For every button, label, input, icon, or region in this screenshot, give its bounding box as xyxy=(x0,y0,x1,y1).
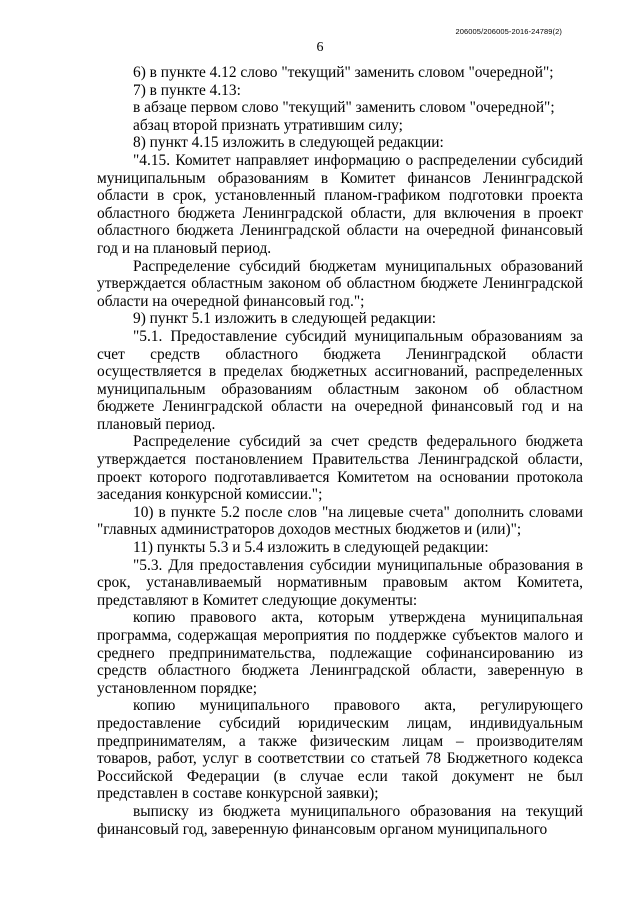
paragraph: 11) пункты 5.3 и 5.4 изложить в следующей редакции: xyxy=(133,539,489,557)
paragraph: "4.15. Комитет направляет информацию о распределении субсидий муниципальным образованиям в Комитет финансов Ленинградской области в срок, установленный планом-графиком подготовки проекта областного бюджета Ленинградской области, для включения в проект областного бюджета Ленинградской области на очередной финансовый год и на плановый период. xyxy=(97,151,583,257)
paragraph: 7) в пункте 4.13: xyxy=(133,81,241,99)
paragraph: "5.3. Для предоставления субсидии муниципальные образования в срок, устанавливаемый нормативным правовым актом Комитета, представляют в Комитет следующие документы: xyxy=(97,556,583,609)
paragraph: копию муниципального правового акта, регулирующего предоставление субсидий юридическим лицам, индивидуальным предпринимателям, а также физическим лицам – производителям товаров, работ, услуг в соответствии со статьей 78 Бюджетного кодекса Российской Федерации (в случае если такой документ не был представлен в составе конкурсной заявки); xyxy=(97,697,583,803)
paragraph: Распределение субсидий бюджетам муниципальных образований утверждается областным законом об областном бюджете Ленинградской области на очередной финансовый год."; xyxy=(97,257,583,310)
page-number: 6 xyxy=(316,40,324,55)
paragraph: абзац второй признать утратившим силу; xyxy=(133,116,403,134)
paragraph: Распределение субсидий за счет средств федерального бюджета утверждается постановлением Правительства Ленинградской области, проект которого подготавливается Комитетом на основании протокола заседания конкурсной комиссии."; xyxy=(97,433,583,504)
document-body xyxy=(97,64,583,838)
paragraph: "5.1. Предоставление субсидий муниципальным образованиям за счет средств областного бюджета Ленинградской области осуществляется в пределах бюджетных ассигнований, распределенных муниципальным образованиям областным законом об областном бюджете Ленинградской области на очередной финансовый год и на плановый период. xyxy=(97,327,583,433)
paragraph: в абзаце первом слово "текущий" заменить словом "очередной"; xyxy=(133,99,555,117)
paragraph: 8) пункт 4.15 изложить в следующей редакции: xyxy=(133,134,444,152)
paragraph: выписку из бюджета муниципального образования на текущий финансовый год, заверенную финансовым органом муниципального xyxy=(97,802,583,838)
paragraph: 9) пункт 5.1 изложить в следующей редакции: xyxy=(133,310,437,328)
paragraph: копию правового акта, которым утверждена муниципальная программа, содержащая мероприятия по поддержке субъектов малого и среднего предпринимательства, подлежащие софинансированию из средств областного бюджета Ленинградской области, заверенную в установленном порядке; xyxy=(97,609,583,697)
document-id: 206005/206005-2016-24789(2) xyxy=(455,27,562,36)
paragraph: 10) в пункте 5.2 после слов "на лицевые счета" дополнить словами "главных администраторов доходов местных бюджетов и (или)"; xyxy=(97,503,583,539)
paragraph: 6) в пункте 4.12 слово "текущий" заменить словом "очередной"; xyxy=(133,64,554,81)
